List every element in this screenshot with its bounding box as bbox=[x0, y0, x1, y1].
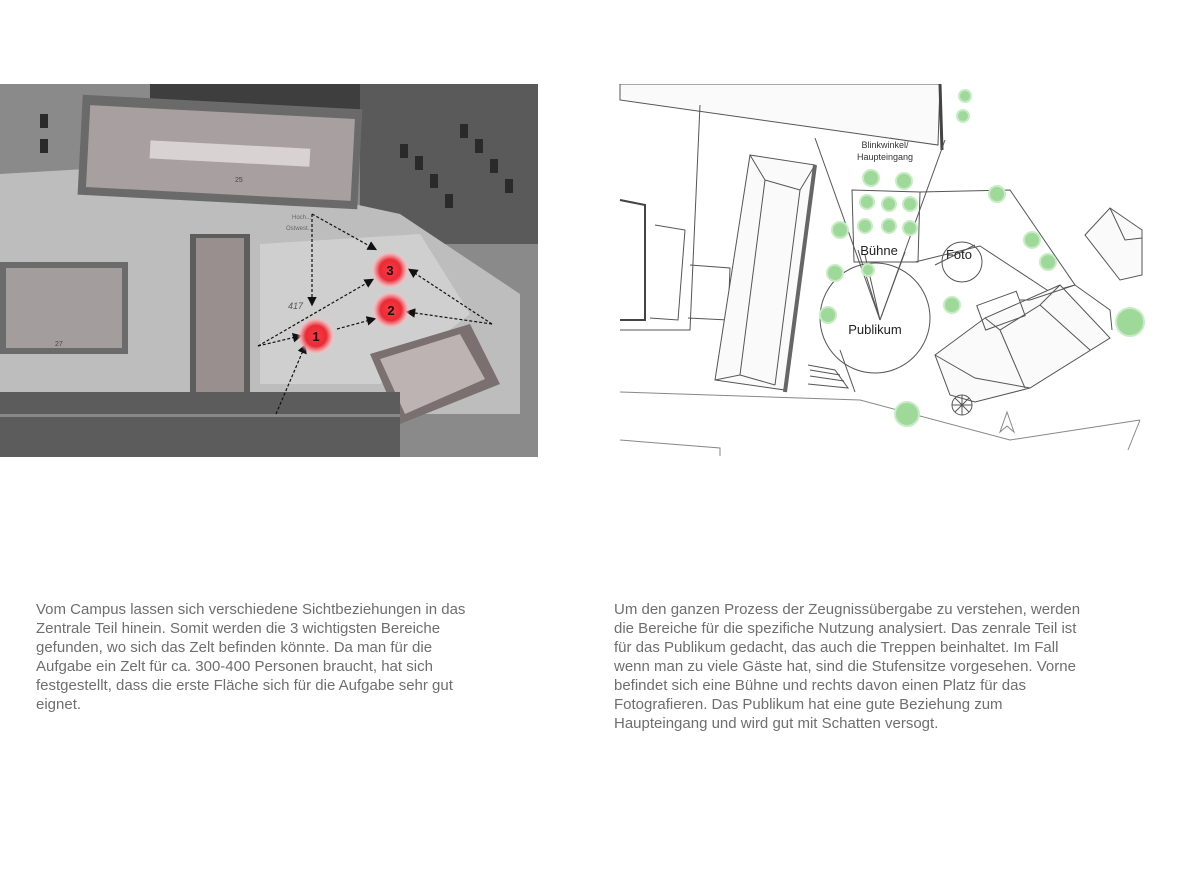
entrance-label: Haupteingang bbox=[856, 152, 914, 162]
marker-1-label: 1 bbox=[312, 329, 320, 344]
viewpoint-label: Blinkwinkel/ bbox=[861, 140, 909, 150]
marker-1 bbox=[297, 317, 335, 355]
caption-right: Um den ganzen Prozess der Zeugnissübergabe zu verstehen, werden die Bereiche für die spezifiche Nutzung analysiert. Das zenrale Teil ist für das Publikum gedacht, das auch die Treppen beinhaltet. Im Fall wenn man zu viele Gäste hat, sind die Stufensitze vorgesehen. Vorne befindet sich eine Bühne und rechts davon einen Platz für das Fotografieren. Das Publikum hat eine gute Beziehung zum Haupteingang und wird gut mit Schatten versogt. bbox=[614, 601, 1081, 732]
street-label-2: Ostwest... bbox=[286, 226, 313, 232]
street-label: Hoch... bbox=[292, 215, 312, 221]
area-number: 417 bbox=[288, 301, 304, 311]
building-number-a: 25 bbox=[235, 177, 243, 184]
audience-label: Publikum bbox=[848, 322, 902, 337]
aerial-photo-svg bbox=[0, 84, 538, 457]
site-plan-svg bbox=[565, 84, 1145, 456]
caption-left: Vom Campus lassen sich verschiedene Sichtbeziehungen in das Zentrale Teil hinein. Somit werden die 3 wichtigsten Bereiche gefunden, wo sich das Zelt befinden könnte. Da man für die Aufgabe ein Zelt für ca. 300-400 Personen braucht, hat sich festgestellt, dass die erste Fläche sich für die Aufgabe sehr gut eignet. bbox=[36, 601, 466, 713]
site-plan bbox=[565, 84, 1145, 456]
marker-3 bbox=[371, 251, 409, 289]
marker-2-label: 2 bbox=[387, 303, 395, 318]
aerial-photo bbox=[0, 84, 538, 457]
marker-2 bbox=[372, 291, 410, 329]
stage-label: Bühne bbox=[860, 243, 898, 258]
marker-3-label: 3 bbox=[386, 263, 394, 278]
photo-label: Foto bbox=[945, 247, 973, 262]
building-number-b: 27 bbox=[55, 341, 63, 348]
